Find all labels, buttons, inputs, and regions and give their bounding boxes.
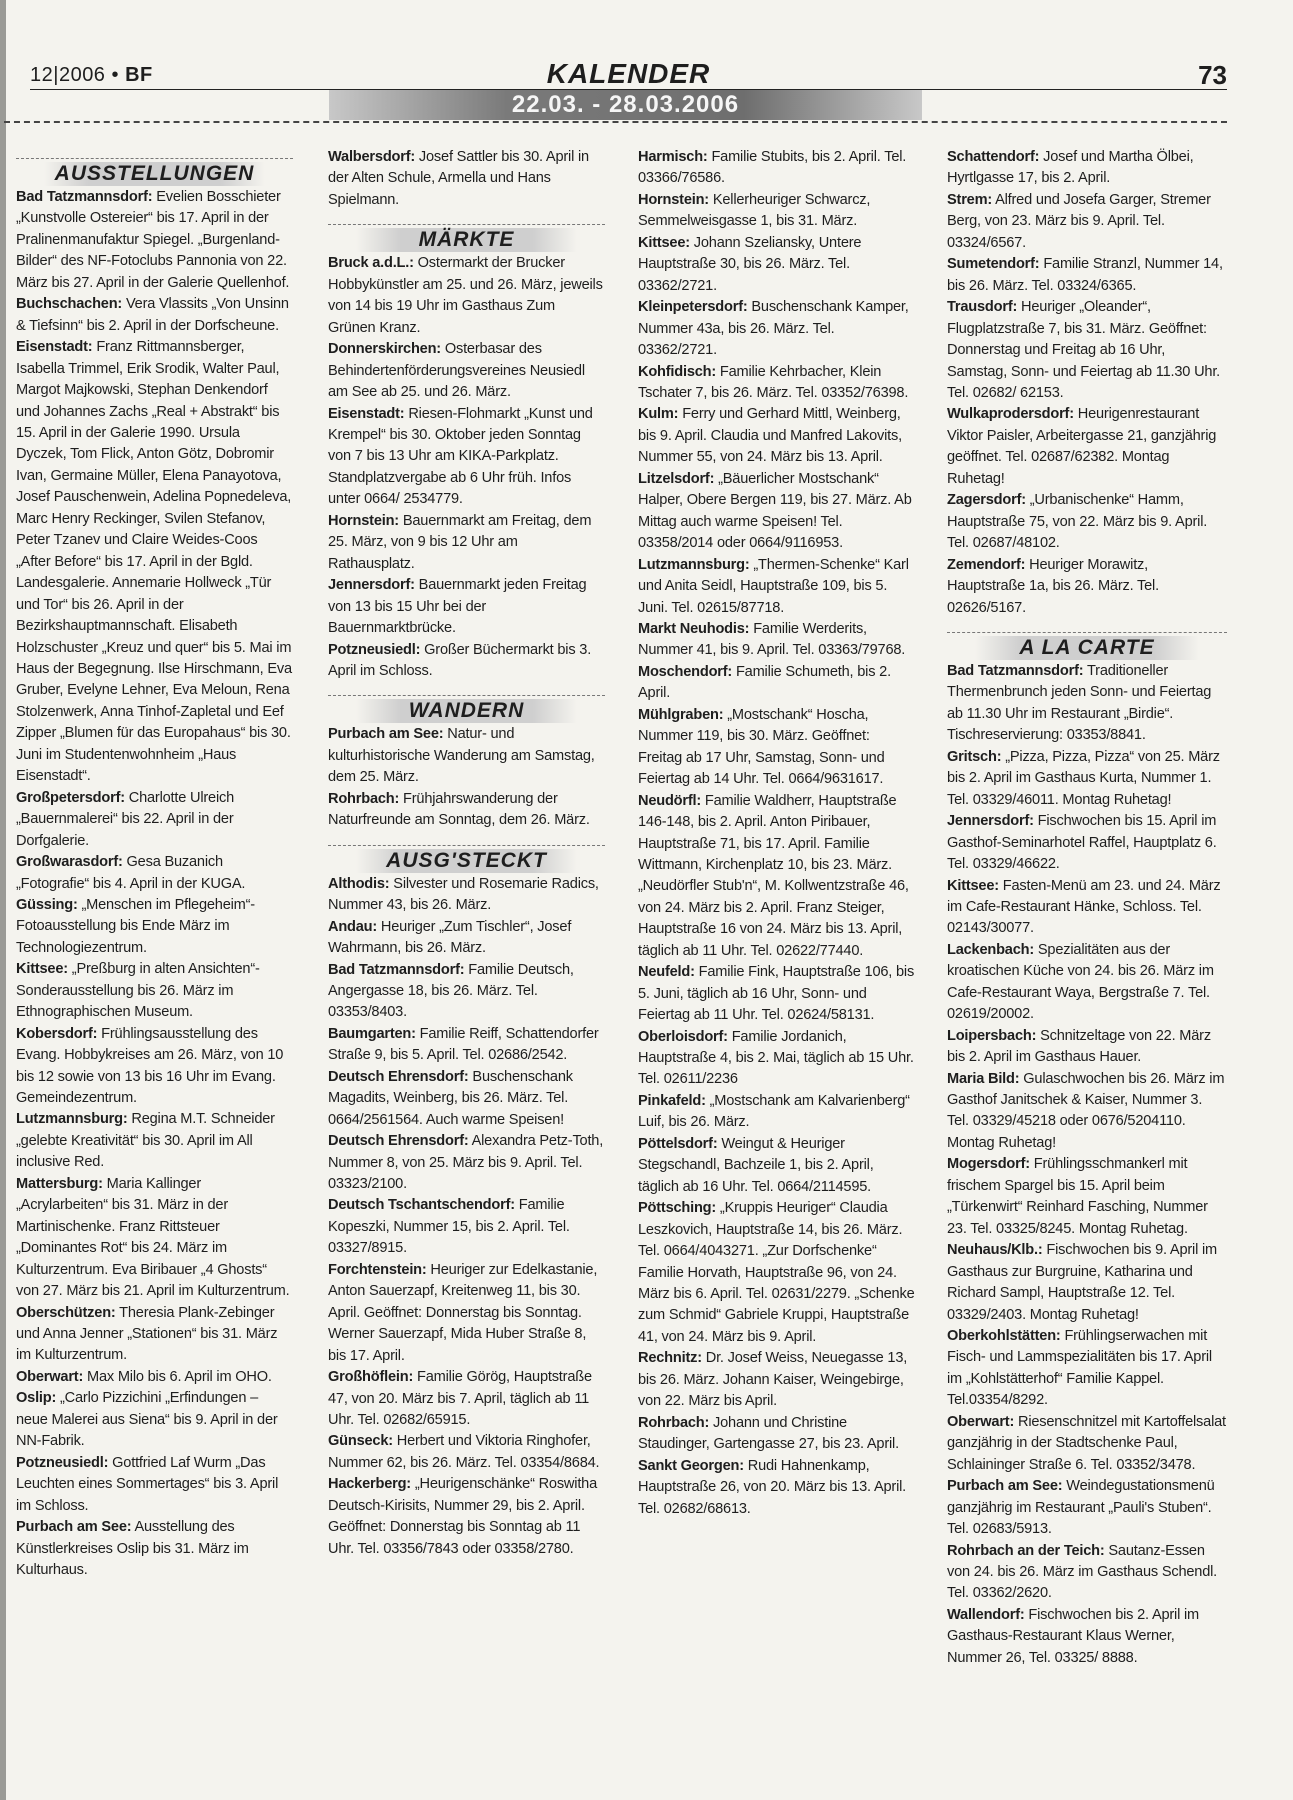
entry-place: Mühlgraben: — [638, 706, 724, 723]
calendar-entry — [947, 147, 1227, 190]
calendar-entry — [328, 1195, 605, 1259]
entry-place: Jennersdorf: — [947, 813, 1034, 830]
section-heading — [328, 844, 605, 874]
calendar-entry — [638, 791, 915, 963]
entry-text: Ostermarkt der Brucker Hobbykünstler am 25. und 26. März, jeweils von 14 bis 19 Uhr im Gasthaus Zum Grünen Kranz. — [328, 255, 603, 336]
entry-place: Potzneusiedl: — [328, 641, 421, 658]
calendar-entry — [638, 297, 915, 361]
column-1 — [16, 147, 293, 1581]
entry-text: Ausstellung des Künstlerkreises Oslip bis 31. März im Kulturhaus. — [16, 1519, 249, 1578]
entry-place: Litzelsdorf: — [638, 470, 715, 487]
entry-place: Rohrbach an der Teich: — [947, 1542, 1105, 1559]
section-gap — [947, 619, 1227, 629]
entry-text: Buschenschank Kamper, Nummer 43a, bis 26. März. Tel. 03362/2721. — [638, 299, 909, 359]
entry-place: Oslip: — [16, 1390, 57, 1407]
entry-place: Kulm: — [638, 406, 679, 423]
calendar-entry — [638, 1134, 915, 1198]
calendar-entry — [638, 1348, 915, 1412]
entry-place: Kleinpetersdorf: — [638, 299, 748, 316]
calendar-entry — [947, 1069, 1227, 1155]
calendar-entry — [947, 1605, 1227, 1669]
calendar-entry — [16, 294, 293, 337]
entry-text: Evelien Bosschieter „Kunstvolle Ostereier“ bis 17. April in der Pralinenmanufaktur Spiegel. „Burgenland-Bilder“ des NF-Fotoclubs Pannonia von 22. März bis 27. April in der Galerie Quellenhof. — [16, 189, 290, 291]
entry-text: Fischwochen bis 9. April im Gasthaus zur Burgruine, Katharina und Richard Sampl, Hauptstraße 12. Tel. 03329/2403. Montag Ruhetag! — [947, 1242, 1217, 1323]
entry-place: Mattersburg: — [16, 1175, 103, 1192]
entry-text: Heurigenrestaurant Viktor Paisler, Arbeitergasse 21, ganzjährig geöffnet. Tel. 02687/62382. Montag Ruhetag! — [947, 406, 1217, 487]
entry-place: Pinkafeld: — [638, 1092, 706, 1109]
calendar-entry — [328, 404, 605, 511]
calendar-entry — [638, 404, 915, 468]
entry-place: Neudörfl: — [638, 792, 702, 809]
calendar-entry — [16, 187, 293, 294]
entry-text: Buschenschank Magadits, Weinberg, bis 26. März. Tel. 0664/2561564. Auch warme Speisen! — [328, 1068, 573, 1128]
heading-dash-line — [947, 632, 1227, 633]
section-heading — [328, 223, 605, 253]
entry-text: Fasten-Menü am 23. und 24. März im Cafe-Restaurant Hänke, Schloss. Tel. 02143/30077. — [947, 877, 1221, 937]
page-edge — [0, 0, 6, 1800]
calendar-entry — [947, 490, 1227, 554]
entry-text: Franz Rittmannsberger, Isabella Trimmel, Erik Srodik, Walter Paul, Margot Majkowski, Stephan Denkendorf und Johannes Zachs „Real + Abstrakt“ bis 15. April in der Galerie 1990. Ursula Dyczek, Tom Flick, Anton Götz, Dobromir Ivan, Germaine Müller, Elena Panayotova, Josef Pauschenwein, Adelina Popnedeleva, Marc Henry Reckinger, Svilen Stefanov, Peter Tzanev und Claire Weides-Coos „After Before“ bis 17. April in der Bgld. Landesgalerie. Annemarie Hollweck „Tür und Tor“ bis 26. April in der Bezirkshauptmannschaft. Elisabeth Holzschuster „Kreuz und quer“ bis 5. Mai im Haus der Begegnung. Ilse Hirschmann, Eva Gruber, Evelyne Lehner, Eva Meloun, Rena Stolzenwerk, Anna Tinhof-Zapletal und Eef Zipper „Blumen für das Europahaus“ bis 30. Juni im Studentenwohnheim „Haus Eisenstadt“. — [16, 339, 292, 785]
entry-place: Hornstein: — [638, 191, 709, 208]
calendar-entry — [328, 575, 605, 639]
calendar-entry — [16, 788, 293, 852]
entry-text: Gesa Buzanich „Fotografie“ bis 4. April in der KUGA. — [16, 854, 246, 892]
heading-dash-line — [328, 224, 605, 225]
entry-place: Bad Tatzmannsdorf: — [16, 189, 153, 205]
entry-text: Heuriger „Oleander“, Flugplatzstraße 7, bis 31. März. Geöffnet: Donnerstag und Freitag ab 16 Uhr, Samstag, Sonn- und Feiertag ab 11.30 Uhr. Tel. 02682/ 62153. — [947, 299, 1221, 401]
entry-place: Bad Tatzmannsdorf: — [328, 961, 465, 978]
calendar-entry — [328, 1067, 605, 1131]
calendar-entry — [638, 233, 915, 297]
entry-text: Heuriger „Zum Tischler“, Josef Wahrmann, bis 26. März. — [328, 918, 572, 957]
entry-place: Rechnitz: — [638, 1350, 702, 1367]
magazine-name: BF — [125, 64, 153, 86]
entry-place: Wulkaprodersdorf: — [947, 406, 1074, 423]
entry-text: Familie Werderits, Nummer 41, bis 9. April. Tel. 03363/79768. — [638, 620, 906, 659]
calendar-entry — [947, 404, 1227, 490]
entry-text: Familie Kehrbacher, Klein Tschater 7, bis 26. März. Tel. 03352/76398. — [638, 363, 909, 401]
calendar-entry — [947, 1240, 1227, 1326]
entry-text: Rudi Hahnenkamp, Hauptstraße 26, von 20. März bis 13. April. Tel. 02682/68613. — [638, 1457, 907, 1517]
entry-place: Neufeld: — [638, 964, 695, 981]
entry-text: „Heurigenschänke“ Roswitha Deutsch-Kirisits, Nummer 29, bis 2. April. Geöffnet: Donnerstag bis Sonntag ab 11 Uhr. Tel. 03356/7843 oder 03358/2780. — [328, 1476, 598, 1557]
column-2 — [328, 147, 605, 1560]
entry-place: Kittsee: — [16, 961, 68, 978]
section-heading-text: A LA CARTE — [1019, 635, 1155, 659]
section-heading — [328, 694, 605, 724]
entry-place: Maria Bild: — [947, 1070, 1020, 1087]
entry-text: Spezialitäten aus der kroatischen Küche von 24. bis 26. März im Cafe-Restaurant Waya, Bergstraße 7. Tel. 02619/20002. — [947, 941, 1214, 1023]
entry-place: Wallendorf: — [947, 1606, 1025, 1623]
calendar-entry — [638, 1198, 915, 1348]
entry-text: Vera Vlassits „Von Unsinn & Tiefsinn“ bis 2. April in der Dorfscheune. — [16, 296, 289, 334]
entry-text: Riesen-Flohmarkt „Kunst und Krempel“ bis 30. Oktober jeden Sonntag von 7 bis 13 Uhr am KIKA-Parkplatz. Standplatzvergabe ab 6 Uhr früh. Infos unter 0664/ 2534779. — [328, 405, 593, 508]
entry-text: Heuriger Morawitz, Hauptstraße 1a, bis 26. März. Tel. 02626/5167. — [947, 556, 1159, 616]
calendar-entry — [328, 1474, 605, 1560]
entry-place: Donnerskirchen: — [328, 341, 441, 358]
section-gap — [328, 682, 605, 692]
calendar-entry — [638, 1456, 915, 1520]
entry-place: Bad Tatzmannsdorf: — [947, 662, 1084, 679]
calendar-entry — [328, 1024, 605, 1067]
entry-text: Riesenschnitzel mit Kartoffelsalat ganzjährig in der Stadtschenke Paul, Schlaininger Straße 6. Tel. 03352/3478. — [947, 1413, 1226, 1473]
calendar-entry — [328, 789, 605, 832]
entry-text: Familie Fink, Hauptstraße 106, bis 5. Juni, täglich ab 16 Uhr, Sonn- und Feiertag ab 11 Uhr. Tel. 02624/58131. — [638, 964, 915, 1024]
entry-place: Andau: — [328, 918, 378, 935]
entry-text: Silvester und Rosemarie Radics, Nummer 43, bis 26. März. — [328, 875, 599, 914]
entry-place: Althodis: — [328, 875, 390, 892]
entry-text: „Menschen im Pflegeheim“- Fotoausstellung bis Ende März im Technologiezentrum. — [16, 896, 255, 956]
entry-place: Baumgarten: — [328, 1025, 416, 1042]
dashed-divider — [4, 121, 1227, 123]
entry-text: Gulaschwochen bis 26. März im Gasthof Janitschek & Kaiser, Nummer 3. Tel. 03329/45218 oder 0676/5204110. Montag Ruhetag! — [947, 1070, 1225, 1151]
calendar-entry — [328, 960, 605, 1024]
entry-text: „Bäuerlicher Mostschank“ Halper, Obere Bergen 119, bis 27. März. Ab Mittag auch warme Speisen! Tel. 03358/2014 oder 0664/9116953. — [638, 470, 912, 552]
entry-place: Oberwart: — [947, 1413, 1015, 1430]
calendar-entry — [16, 1174, 293, 1303]
calendar-entry — [947, 1154, 1227, 1240]
calendar-entry — [16, 1024, 293, 1110]
entry-text: Familie Kopeszki, Nummer 15, bis 2. April. Tel. 03327/8915. — [328, 1197, 570, 1257]
entry-text: Frühlingsschmankerl mit frischem Spargel bis 15. April beim „Türkenwirt“ Reinhard Fasching, Nummer 23. Tel. 03325/8245. Montag Ruhetag. — [947, 1156, 1208, 1237]
calendar-entry — [16, 337, 293, 788]
entry-place: Rohrbach: — [638, 1414, 710, 1431]
entry-text: „Urbanischenke“ Hamm, Hauptstraße 75, von 22. März bis 9. April. Tel. 02687/48102. — [947, 492, 1208, 552]
entry-place: Harmisch: — [638, 149, 708, 165]
entry-text: „Kruppis Heuriger“ Claudia Leszkovich, Hauptstraße 14, bis 26. März. Tel. 0664/4043271. „Zur Dorfschenke“ Familie Horvath, Hauptstraße 96, von 24. März bis 6. April. Tel. 02631/2279. „Schenke zum Schmid“ Gabriele Kruppi, Hauptstraße 41, von 24. März bis 9. April. — [638, 1200, 915, 1345]
entry-place: Loipersbach: — [947, 1027, 1037, 1044]
calendar-entry — [328, 874, 605, 917]
entry-place: Kittsee: — [638, 234, 690, 251]
entry-text: Fischwochen bis 2. April im Gasthaus-Restaurant Klaus Werner, Nummer 26, Tel. 03325/ 8888. — [947, 1606, 1199, 1666]
entry-text: Gottfried Laf Wurm „Das Leuchten eines Sommertages“ bis 3. April im Schloss. — [16, 1454, 279, 1514]
entry-text: Weindegustationsmenü ganzjährig im Restaurant „Pauli's Stuben“. Tel. 02683/5913. — [947, 1478, 1215, 1538]
section-heading — [947, 631, 1227, 661]
entry-place: Großhöflein: — [328, 1369, 414, 1386]
entry-text: Schnitzeltage von 22. März bis 2. April im Gasthaus Hauer. — [947, 1027, 1211, 1066]
entry-text: „Mostschank am Kalvarienberg“ Luif, bis 26. März. — [638, 1092, 910, 1131]
entry-place: Oberkohlstätten: — [947, 1328, 1061, 1345]
section-heading-text: WANDERN — [408, 699, 525, 723]
entry-text: Alfred und Josefa Garger, Stremer Berg, von 23. März bis 9. April. Tel. 03324/6567. — [947, 191, 1211, 251]
section-heading-text: AUSSTELLUNGEN — [54, 162, 255, 185]
entry-place: Eisenstadt: — [16, 339, 93, 356]
entry-text: Familie Stranzl, Nummer 14, bis 26. März. Tel. 03324/6365. — [947, 256, 1223, 294]
entry-place: Günseck: — [328, 1433, 393, 1450]
entry-place: Walbersdorf: — [328, 149, 416, 165]
entry-place: Neuhaus/Klb.: — [947, 1242, 1043, 1259]
calendar-entry — [638, 469, 915, 555]
calendar-entry — [16, 1453, 293, 1517]
column-3 — [638, 147, 915, 1520]
entry-place: Rohrbach: — [328, 790, 400, 807]
heading-dash-line — [16, 158, 293, 159]
entry-place: Großpetersdorf: — [16, 789, 125, 806]
section-heading-text: MÄRKTE — [418, 228, 515, 252]
calendar-entry — [947, 661, 1227, 747]
entry-text: Familie Deutsch, Angergasse 18, bis 26. März. Tel. 03353/8403. — [328, 961, 574, 1021]
entry-text: Familie Schumeth, bis 2. April. — [638, 663, 891, 702]
entry-text: Ferry und Gerhard Mittl, Weinberg, bis 9. April. Claudia und Manfred Lakovits, Nummer 55, von 24. März bis 13. April. — [638, 406, 902, 466]
calendar-entry — [16, 1517, 293, 1581]
calendar-entry — [638, 662, 915, 705]
date-range: 22.03. - 28.03.2006 — [511, 91, 740, 118]
entry-text: Alexandra Petz-Toth, Nummer 8, von 25. März bis 9. April. Tel. 03323/2100. — [328, 1133, 604, 1193]
calendar-entry — [328, 917, 605, 960]
entry-text: Bauernmarkt jeden Freitag von 13 bis 15 Uhr bei der Bauernmarktbrücke. — [328, 577, 587, 637]
entry-place: Eisenstadt: — [328, 405, 405, 422]
entry-text: Josef Sattler bis 30. April in der Alten Schule, Armella und Hans Spielmann. — [328, 149, 589, 208]
entry-place: Markt Neuhodis: — [638, 620, 750, 637]
entry-place: Kobersdorf: — [16, 1025, 98, 1042]
entry-place: Purbach am See: — [947, 1478, 1063, 1495]
entry-place: Moschendorf: — [638, 663, 733, 680]
calendar-entry — [638, 705, 915, 791]
calendar-entry — [947, 811, 1227, 875]
entry-text: Traditioneller Thermenbrunch jeden Sonn- und Feiertag ab 11.30 Uhr im Restaurant „Birdie“. Tischreservierung: 03353/8841. — [947, 662, 1212, 744]
entry-text: Familie Stubits, bis 2. April. Tel. 03366/76586. — [638, 149, 907, 187]
calendar-entry — [16, 1367, 293, 1388]
calendar-entry — [947, 297, 1227, 404]
entry-text: Familie Görög, Hauptstraße 47, von 20. März bis 7. April, täglich ab 11 Uhr. Tel. 02682/65915. — [328, 1369, 592, 1429]
calendar-entry — [947, 1412, 1227, 1476]
entry-text: Frühlingsausstellung des Evang. Hobbykreises am 26. März, von 10 bis 12 sowie von 13 bis 16 Uhr im Evang. Gemeindezentrum. — [16, 1025, 284, 1107]
entry-text: Familie Reiff, Schattendorfer Straße 9, bis 5. April. Tel. 02686/2542. — [328, 1025, 599, 1064]
entry-place: Purbach am See: — [328, 726, 444, 743]
calendar-entry — [638, 1413, 915, 1456]
entry-text: „Carlo Pizzichini „Erfindungen – neue Malerei aus Siena“ bis 9. April in der NN-Fabrik. — [16, 1390, 278, 1450]
entry-text: Josef und Martha Ölbei, Hyrtlgasse 17, bis 2. April. — [947, 149, 1194, 187]
entry-text: Heuriger zur Edelkastanie, Anton Sauerzapf, Kreitenweg 11, bis 30. April. Geöffnet: Donnerstag bis Sonntag. Werner Sauerzapf, Mida Huber Straße 8, bis 17. April. — [328, 1261, 598, 1364]
entry-text: „Mostschank“ Hoscha, Nummer 119, bis 30. März. Geöffnet: Freitag ab 17 Uhr, Samstag, Sonn- und Feiertag ab 14 Uhr. Tel. 0664/9631617. — [638, 706, 885, 788]
entry-text: Familie Waldherr, Hauptstraße 146-148, bis 2. April. Anton Piribauer, Hauptstraße 71, bis 17. April. Familie Wittmann, Kirchenplatz 10, bis 23. März. „Neudörfler Stub'n“, M. Kollwentzstraße 46, von 24. März bis 2. April. Franz Steiger, Hauptstraße 16 von 24. März bis 13. April, täglich ab 11 Uhr. Tel. 02622/77440. — [638, 792, 909, 959]
calendar-entry — [947, 876, 1227, 940]
entry-place: Deutsch Tschantschendorf: — [328, 1197, 515, 1214]
calendar-entry — [328, 253, 605, 339]
column-4 — [947, 147, 1227, 1669]
entry-text: Natur- und kulturhistorische Wanderung am Samstag, dem 25. März. — [328, 726, 595, 786]
entry-text: Herbert und Viktoria Ringhofer, Nummer 62, bis 26. März. Tel. 03354/8684. — [328, 1433, 600, 1471]
entry-place: Lutzmannsburg: — [16, 1111, 128, 1128]
entry-text: Fischwochen bis 15. April im Gasthof-Seminarhotel Raffel, Hauptplatz 6. Tel. 03329/46622. — [947, 813, 1217, 873]
entry-text: Johann Szeliansky, Untere Hauptstraße 30, bis 26. März. Tel. 03362/2721. — [638, 234, 862, 294]
calendar-entry — [947, 1541, 1227, 1605]
calendar-entry — [16, 852, 293, 895]
calendar-entry — [328, 1367, 605, 1431]
calendar-entry — [328, 1260, 605, 1367]
entry-text: Großer Büchermarkt bis 3. April im Schloss. — [328, 641, 592, 679]
entry-place: Gritsch: — [947, 748, 1002, 765]
entry-place: Zagersdorf: — [947, 492, 1026, 509]
entry-text: Regina M.T. Schneider „gelebte Kreativität“ bis 30. April im All inclusive Red. — [16, 1111, 275, 1171]
calendar-entry — [328, 640, 605, 683]
calendar-entry — [638, 1027, 915, 1091]
date-band — [329, 90, 922, 120]
calendar-entry — [947, 940, 1227, 1026]
calendar-entry — [16, 1109, 293, 1173]
entry-text: Dr. Josef Weiss, Neuegasse 13, bis 26. März. Johann Kaiser, Weingebirge, von 22. März bis April. — [638, 1350, 908, 1410]
calendar-entry — [947, 1026, 1227, 1069]
entry-place: Güssing: — [16, 896, 78, 913]
entry-text: Charlotte Ulreich „Bauernmalerei“ bis 22. April in der Dorfgalerie. — [16, 789, 235, 849]
entry-text: Frühlingserwachen mit Fisch- und Lammspezialitäten bis 17. April im „Kohlstätterhof“ Familie Kappel. Tel.03354/8292. — [947, 1328, 1212, 1409]
entry-text: Osterbasar des Behindertenförderungsvereines Neusiedl am See ab 25. und 26. März. — [328, 341, 585, 401]
entry-place: Pöttsching: — [638, 1200, 717, 1217]
entry-place: Deutsch Ehrensdorf: — [328, 1133, 469, 1150]
entry-place: Sumetendorf: — [947, 256, 1040, 273]
entry-place: Mogersdorf: — [947, 1156, 1030, 1173]
entry-place: Großwarasdorf: — [16, 854, 123, 871]
entry-text: „Thermen-Schenke“ Karl und Anita Seidl, Hauptstraße 109, bis 5. Juni. Tel. 02615/87718. — [638, 556, 909, 616]
entry-place: Lackenbach: — [947, 941, 1035, 958]
heading-dash-line — [328, 845, 605, 846]
calendar-entry — [947, 1326, 1227, 1412]
entry-place: Buchschachen: — [16, 296, 123, 313]
entry-place: Lutzmannsburg: — [638, 556, 750, 573]
calendar-entry — [638, 619, 915, 662]
page-header — [30, 58, 1227, 90]
page-number: 73 — [1198, 60, 1227, 90]
calendar-entry — [328, 1131, 605, 1195]
calendar-entry — [328, 724, 605, 788]
calendar-entry — [638, 962, 915, 1026]
entry-text: Johann und Christine Staudinger, Gartengasse 27, bis 23. April. — [638, 1414, 899, 1453]
calendar-entry — [16, 895, 293, 959]
section-heading — [16, 157, 293, 187]
entry-text: Max Milo bis 6. April im OHO. — [87, 1368, 272, 1385]
entry-text: Theresia Plank-Zebinger und Anna Jenner „Stationen“ bis 31. März im Kulturzentrum. — [16, 1304, 278, 1364]
entry-text: „Pizza, Pizza, Pizza“ von 25. März bis 2. April im Gasthaus Kurta, Nummer 1. Tel. 03329/46011. Montag Ruhetag! — [947, 748, 1220, 808]
entry-text: Kellerheuriger Schwarcz, Semmelweisgasse 1, bis 31. März. — [638, 191, 871, 230]
calendar-entry — [328, 147, 605, 211]
calendar-entry — [16, 959, 293, 1023]
heading-dash-line — [328, 695, 605, 696]
section-gap — [328, 832, 605, 842]
entry-place: Oberwart: — [16, 1368, 84, 1385]
calendar-entry — [638, 190, 915, 233]
entry-text: Frühjahrswanderung der Naturfreunde am Sonntag, dem 26. März. — [328, 790, 590, 829]
calendar-entry — [947, 1476, 1227, 1540]
entry-place: Deutsch Ehrensdorf: — [328, 1068, 469, 1085]
calendar-entry — [328, 511, 605, 575]
entry-place: Kohfidisch: — [638, 363, 717, 380]
calendar-entry — [638, 362, 915, 405]
entry-place: Hornstein: — [328, 512, 399, 529]
calendar-entry — [947, 747, 1227, 811]
section-title: KALENDER — [546, 58, 711, 89]
calendar-entry — [638, 1091, 915, 1134]
calendar-entry — [947, 555, 1227, 619]
entry-place: Pöttelsdorf: — [638, 1135, 718, 1152]
entry-place: Schattendorf: — [947, 149, 1040, 165]
entry-place: Oberschützen: — [16, 1304, 116, 1321]
entry-place: Purbach am See: — [16, 1519, 132, 1536]
entry-place: Potzneusiedl: — [16, 1454, 109, 1471]
entry-place: Bruck a.d.L.: — [328, 255, 414, 272]
entry-place: Oberloisdorf: — [638, 1028, 728, 1045]
calendar-entry — [947, 254, 1227, 297]
entry-place: Strem: — [947, 191, 993, 208]
entry-text: Sautanz-Essen von 24. bis 26. März im Gasthaus Schendl. Tel. 03362/2620. — [947, 1542, 1218, 1602]
entry-place: Trausdorf: — [947, 299, 1018, 316]
entry-place: Zemendorf: — [947, 556, 1026, 573]
entry-place: Forchtenstein: — [328, 1261, 427, 1278]
entry-place: Hackerberg: — [328, 1476, 411, 1493]
calendar-entry — [16, 1303, 293, 1367]
calendar-entry — [328, 1431, 605, 1474]
entry-text: Maria Kallinger „Acrylarbeiten“ bis 31. März in der Martinischenke. Franz Rittsteuer „Dominantes Rot“ bis 24. März im Kulturzentrum. Eva Biribauer „4 Ghosts“ von 27. März bis 21. April im Kulturzentrum. — [16, 1175, 290, 1300]
issue-number: 12|2006 • — [30, 64, 119, 86]
calendar-entry — [947, 190, 1227, 254]
entry-place: Kittsee: — [947, 877, 999, 894]
section-gap — [328, 211, 605, 221]
entry-text: Familie Jordanich, Hauptstraße 4, bis 2. Mai, täglich ab 15 Uhr. Tel. 02611/2236 — [638, 1028, 914, 1088]
entry-text: Weingut & Heuriger Stegschandl, Bachzeile 1, bis 2. April, täglich ab 16 Uhr. Tel. 0664/2114595. — [638, 1135, 874, 1195]
calendar-entry — [328, 339, 605, 403]
entry-place: Sankt Georgen: — [638, 1457, 744, 1474]
entry-text: „Preßburg in alten Ansichten“- Sonderausstellung bis 26. März im Ethnographischen Museum. — [16, 961, 260, 1021]
entry-place: Jennersdorf: — [328, 577, 415, 594]
calendar-entry — [638, 555, 915, 619]
entry-text: Bauernmarkt am Freitag, dem 25. März, von 9 bis 12 Uhr am Rathausplatz. — [328, 512, 592, 572]
calendar-entry — [638, 147, 915, 190]
section-heading-text: AUSG'STECKT — [386, 848, 547, 872]
calendar-entry — [16, 1388, 293, 1452]
